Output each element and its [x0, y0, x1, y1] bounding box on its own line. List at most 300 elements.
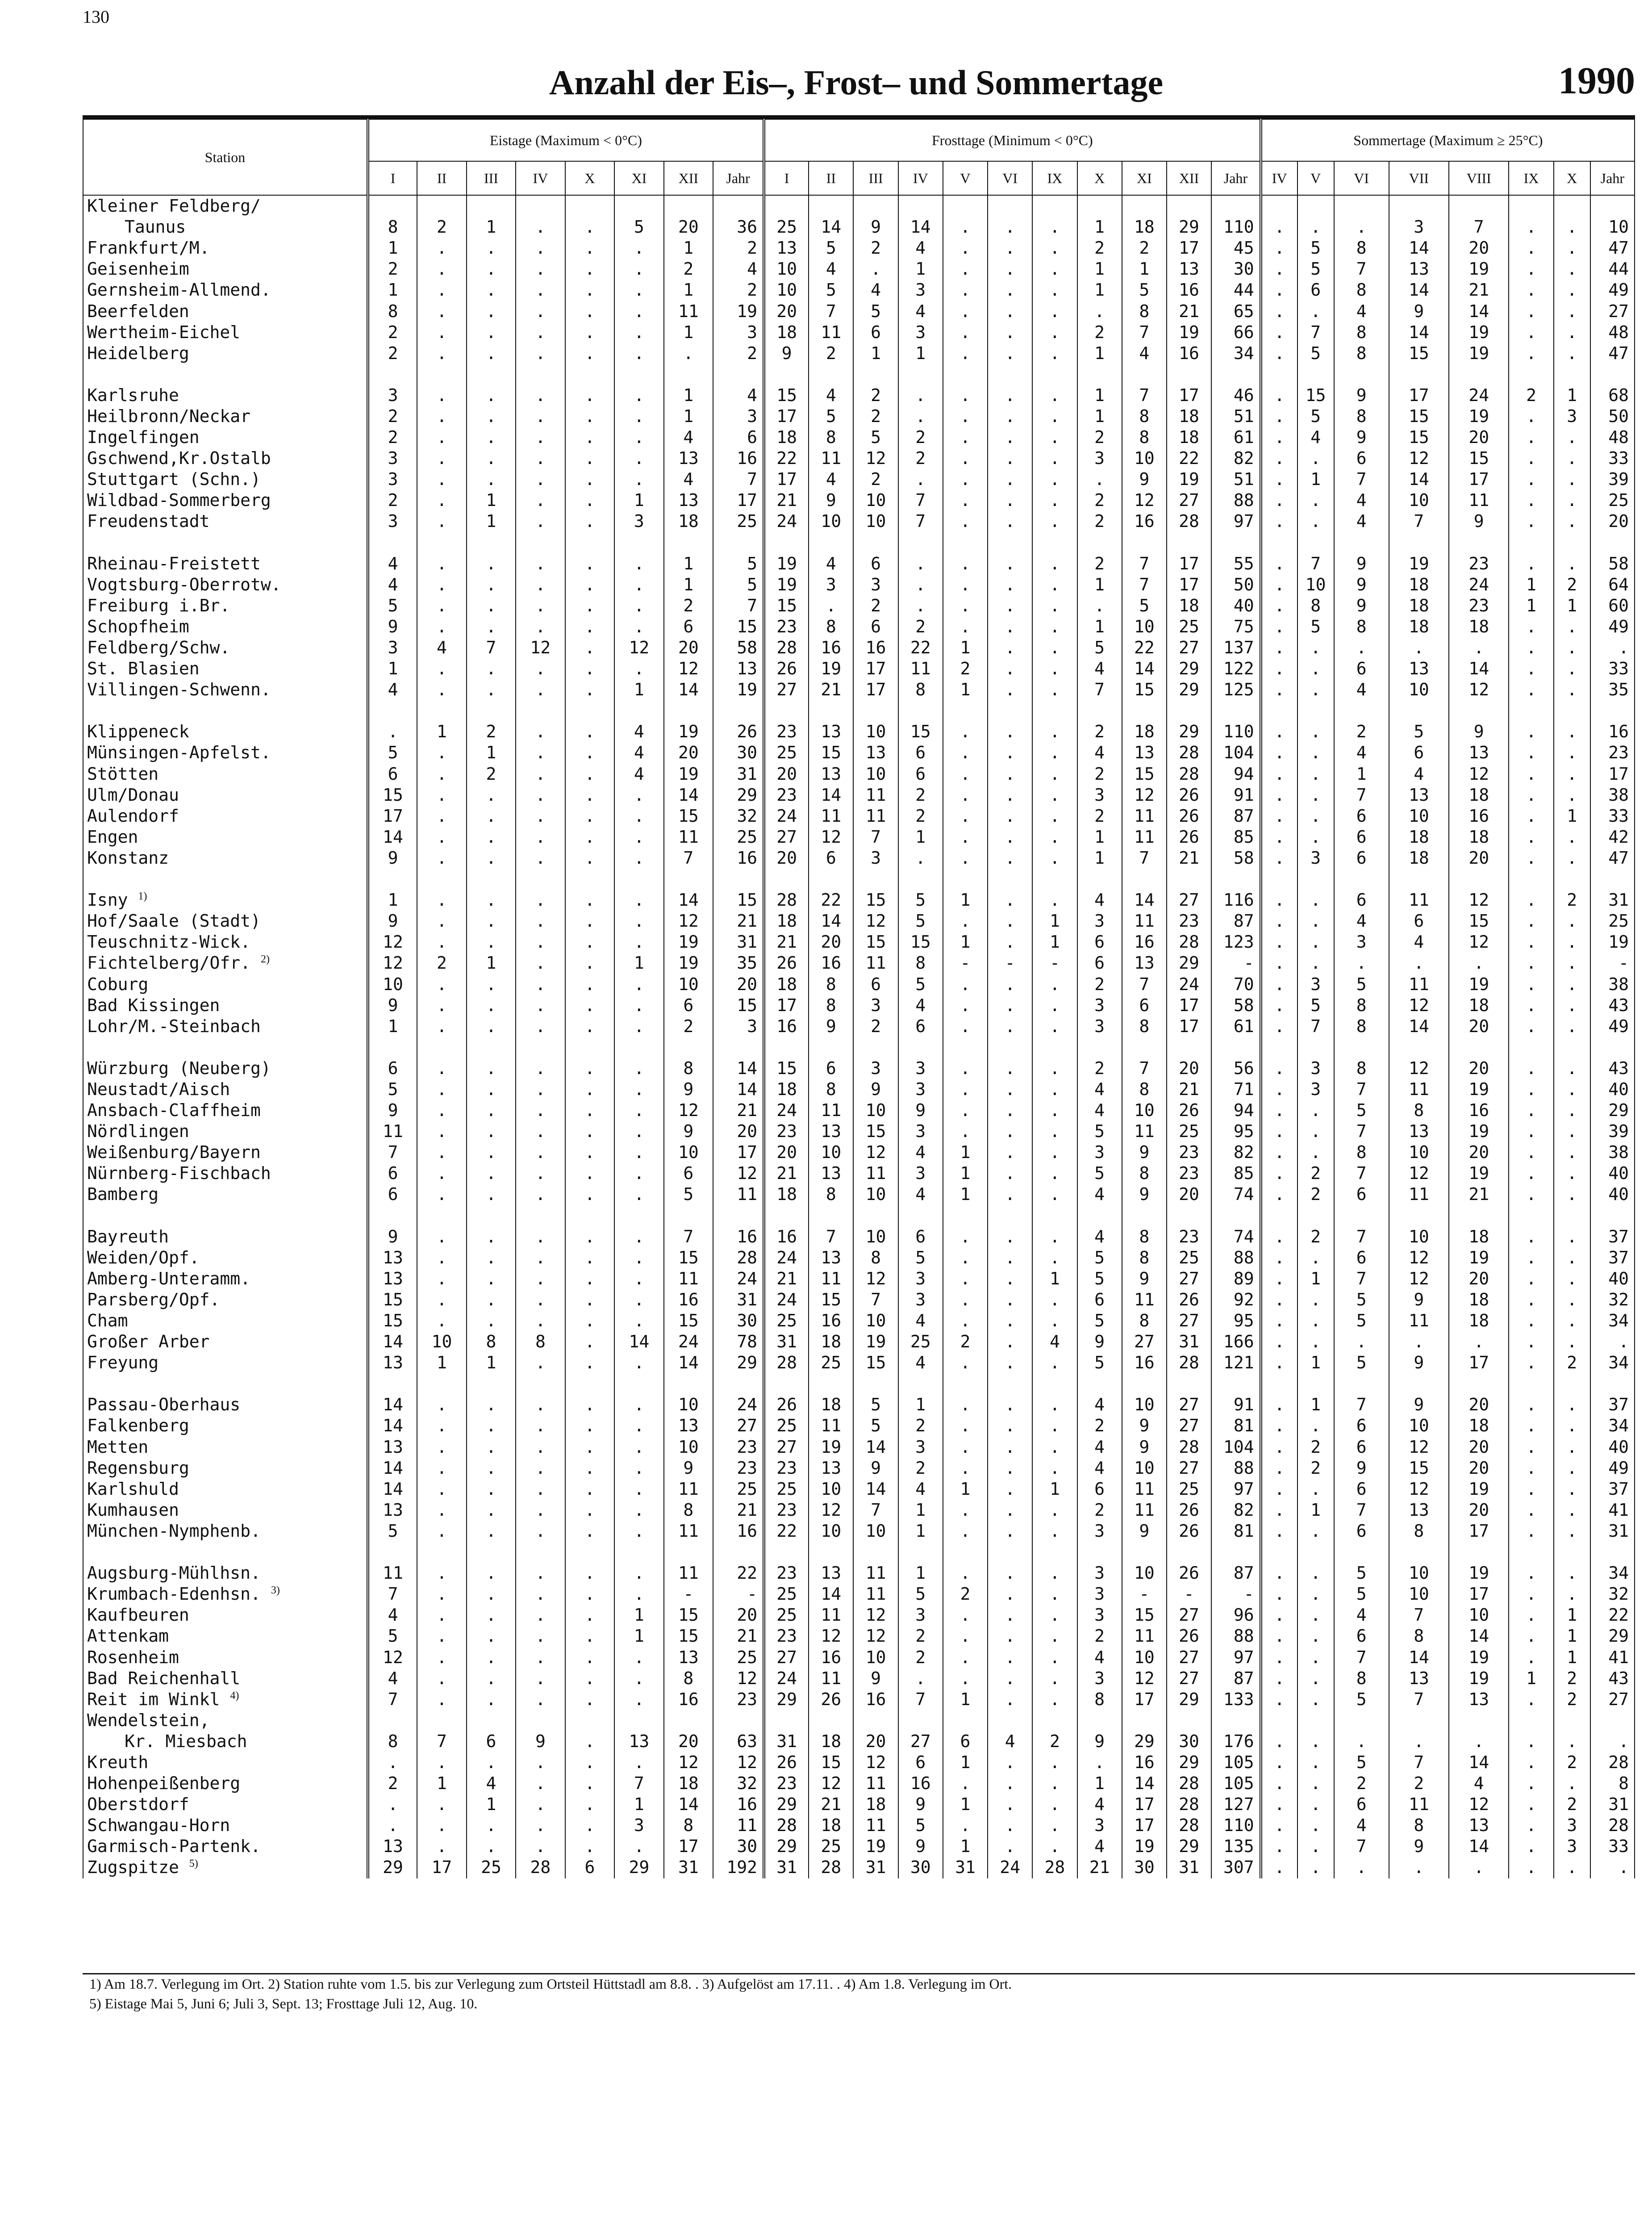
value-cell: 12	[809, 827, 853, 848]
value-cell: 4	[898, 1142, 943, 1163]
value-cell: .	[1509, 1437, 1553, 1458]
value-cell: 137	[1211, 637, 1260, 658]
table-row	[83, 742, 1635, 763]
empty-cell	[1297, 1710, 1334, 1731]
value-cell: .	[417, 974, 466, 995]
value-cell: .	[467, 1437, 516, 1458]
value-cell: .	[467, 911, 516, 932]
value-cell: .	[898, 848, 943, 869]
value-cell: .	[417, 490, 466, 511]
value-cell: .	[943, 1352, 988, 1373]
value-cell: 1	[1334, 764, 1389, 785]
value-cell: 29	[614, 1857, 663, 1878]
value-cell: 2	[1389, 1773, 1449, 1794]
value-cell: 17	[664, 1836, 713, 1857]
value-cell: 18	[1449, 1415, 1509, 1436]
value-cell: 2	[664, 595, 713, 616]
value-cell: .	[1261, 1521, 1297, 1542]
value-cell: 13	[713, 658, 764, 679]
value-cell: .	[1554, 1121, 1590, 1142]
spacer-cell	[764, 532, 809, 553]
value-cell: 15	[853, 1121, 898, 1142]
value-cell: .	[1509, 1016, 1553, 1037]
value-cell: 2	[1509, 385, 1553, 406]
value-cell: -	[1167, 1584, 1211, 1605]
value-cell: .	[1509, 1773, 1553, 1794]
value-cell: 38	[1590, 785, 1635, 806]
spacer-cell	[1032, 532, 1077, 553]
value-cell: 15	[1389, 343, 1449, 364]
value-cell: 20	[764, 301, 809, 322]
value-cell: .	[417, 1500, 466, 1521]
value-cell: 2	[368, 343, 417, 364]
value-cell: 17	[1167, 385, 1211, 406]
spacer-cell	[1334, 1373, 1389, 1394]
value-cell: .	[467, 1142, 516, 1163]
value-cell: .	[1554, 1857, 1590, 1878]
value-cell: 18	[764, 1184, 809, 1205]
value-cell: 19	[1389, 553, 1449, 574]
value-cell: .	[417, 679, 466, 700]
value-cell: 13	[664, 1647, 713, 1668]
value-cell: 23	[1590, 742, 1635, 763]
value-cell: 14	[1389, 1016, 1449, 1037]
value-cell: .	[614, 1163, 663, 1184]
value-cell: 6	[898, 742, 943, 763]
value-cell: .	[1077, 301, 1122, 322]
value-cell: .	[943, 280, 988, 301]
value-cell: 7	[1449, 217, 1509, 238]
value-cell: 9	[1077, 1731, 1122, 1752]
value-cell: .	[1590, 1331, 1635, 1352]
value-cell: .	[1554, 1437, 1590, 1458]
value-cell: 28	[1167, 742, 1211, 763]
value-cell: 4	[1334, 511, 1389, 532]
value-cell: 13	[368, 1437, 417, 1458]
value-cell: 3	[898, 1079, 943, 1100]
value-cell: 1	[614, 1626, 663, 1647]
value-cell: 4	[417, 637, 466, 658]
value-cell: 5	[713, 574, 764, 595]
table-row	[83, 974, 1635, 995]
value-cell: .	[988, 427, 1032, 448]
table-row	[83, 259, 1635, 280]
value-cell: 9	[1334, 595, 1389, 616]
value-cell: 1	[1077, 848, 1122, 869]
value-cell: .	[417, 427, 466, 448]
value-cell: 7	[417, 1731, 466, 1752]
spacer-cell	[988, 1373, 1032, 1394]
value-cell: 10	[1389, 1563, 1449, 1584]
value-cell: 38	[1590, 974, 1635, 995]
table-row	[83, 280, 1635, 301]
value-cell: .	[1032, 574, 1077, 595]
value-cell: .	[943, 595, 988, 616]
value-cell: 16	[809, 1310, 853, 1331]
value-cell: .	[1032, 217, 1077, 238]
value-cell: 1	[898, 259, 943, 280]
value-cell: 1	[467, 1352, 516, 1373]
value-cell: .	[614, 1647, 663, 1668]
value-cell: 5	[1297, 238, 1334, 259]
value-cell: 19	[1449, 1163, 1509, 1184]
value-cell: .	[1261, 890, 1297, 911]
spacer-cell	[1032, 869, 1077, 890]
station-name: Engen	[83, 827, 368, 848]
value-cell: .	[614, 238, 663, 259]
value-cell: .	[1389, 1857, 1449, 1878]
value-cell: 3	[368, 385, 417, 406]
value-cell: 7	[898, 1689, 943, 1710]
empty-cell	[1554, 195, 1590, 217]
value-cell: .	[943, 469, 988, 490]
value-cell: .	[1509, 1352, 1553, 1373]
value-cell: .	[1032, 995, 1077, 1016]
value-cell: 21	[809, 1794, 853, 1815]
spacer-cell	[1211, 1205, 1260, 1226]
table-row	[83, 1584, 1635, 1605]
value-cell: 9	[1334, 1458, 1389, 1479]
station-name: Kleiner Feldberg/	[83, 195, 368, 217]
value-cell: 9	[809, 1016, 853, 1037]
value-cell: .	[1509, 1458, 1553, 1479]
spacer-cell	[1389, 1373, 1449, 1394]
value-cell: 2	[853, 469, 898, 490]
value-cell: .	[1261, 1352, 1297, 1373]
value-cell: 9	[1122, 469, 1167, 490]
spacer-cell	[1032, 700, 1077, 721]
value-cell: 12	[713, 1668, 764, 1689]
value-cell: 31	[664, 1857, 713, 1878]
value-cell: 12	[809, 1500, 853, 1521]
value-cell: .	[1297, 217, 1334, 238]
value-cell: .	[1509, 1163, 1553, 1184]
value-cell: 23	[764, 721, 809, 742]
value-cell: .	[1297, 1731, 1334, 1752]
spacer-cell	[1389, 869, 1449, 890]
station-name: Kumhausen	[83, 1500, 368, 1521]
value-cell: .	[1554, 637, 1590, 658]
value-cell: .	[614, 1100, 663, 1121]
value-cell: .	[1261, 742, 1297, 763]
value-cell: 2	[853, 238, 898, 259]
value-cell: .	[1261, 1689, 1297, 1710]
value-cell: 1	[898, 827, 943, 848]
value-cell: .	[417, 1563, 466, 1584]
value-cell: 6	[853, 974, 898, 995]
value-cell: 5	[853, 1394, 898, 1415]
value-cell: 26	[764, 1394, 809, 1415]
value-cell: 3	[1297, 848, 1334, 869]
spacer-cell	[1509, 700, 1553, 721]
spacer-cell	[614, 1205, 663, 1226]
value-cell: 133	[1211, 1689, 1260, 1710]
value-cell: 16	[713, 1521, 764, 1542]
value-cell: .	[417, 1794, 466, 1815]
value-cell: 14	[1449, 1752, 1509, 1773]
value-cell: 8	[368, 1731, 417, 1752]
value-cell: 2	[1297, 1184, 1334, 1205]
value-cell: .	[1261, 1752, 1297, 1773]
value-cell: 9	[368, 848, 417, 869]
value-cell: .	[614, 322, 663, 343]
table-row	[83, 806, 1635, 827]
value-cell: 13	[1389, 1500, 1449, 1521]
value-cell: .	[988, 1079, 1032, 1100]
value-cell: 23	[764, 1458, 809, 1479]
value-cell: 15	[664, 806, 713, 827]
value-cell: 104	[1211, 742, 1260, 763]
value-cell: .	[417, 1289, 466, 1310]
value-cell: -	[1211, 953, 1260, 974]
table-row	[83, 1394, 1635, 1415]
value-cell: 12	[1389, 1247, 1449, 1268]
value-cell: 20	[764, 848, 809, 869]
value-cell: 8	[1122, 427, 1167, 448]
value-cell: .	[1261, 1626, 1297, 1647]
value-cell: 2	[1122, 238, 1167, 259]
station-name: Münsingen-Apfelst.	[83, 742, 368, 763]
spacer-cell	[368, 1037, 417, 1058]
value-cell: 10	[1389, 1584, 1449, 1605]
value-cell: .	[1261, 1310, 1297, 1331]
value-cell: 22	[1590, 1605, 1635, 1626]
spacer-cell	[1077, 1542, 1122, 1563]
spacer-cell	[809, 1542, 853, 1563]
value-cell: .	[1261, 848, 1297, 869]
value-cell: 18	[1389, 848, 1449, 869]
value-cell: 16	[664, 1689, 713, 1710]
spacer-cell	[1509, 532, 1553, 553]
value-cell: 8	[1122, 1226, 1167, 1247]
value-cell: 3	[1077, 1815, 1122, 1836]
value-cell: .	[417, 848, 466, 869]
value-cell: .	[988, 1458, 1032, 1479]
spacer-cell	[1122, 1373, 1167, 1394]
value-cell: 35	[713, 953, 764, 974]
value-cell: 16	[1122, 1752, 1167, 1773]
spacer-cell	[943, 1542, 988, 1563]
value-cell: 2	[1077, 764, 1122, 785]
value-cell: .	[943, 1647, 988, 1668]
spacer-cell	[809, 1037, 853, 1058]
value-cell: 4	[1077, 890, 1122, 911]
value-cell: 6	[1334, 1626, 1389, 1647]
table-row	[83, 1100, 1635, 1121]
value-cell: .	[1297, 658, 1334, 679]
table-row	[83, 848, 1635, 869]
value-cell: .	[1554, 616, 1590, 637]
value-cell: .	[988, 616, 1032, 637]
value-cell: 23	[764, 1773, 809, 1794]
spacer-cell	[467, 869, 516, 890]
spacer-cell	[664, 532, 713, 553]
value-cell: 6	[1077, 1289, 1122, 1310]
value-cell: 7	[1297, 553, 1334, 574]
station-name: Stötten	[83, 764, 368, 785]
spacer-cell	[368, 869, 417, 890]
value-cell: 7	[1334, 1647, 1389, 1668]
value-cell: .	[1032, 1500, 1077, 1521]
month-header-frost-x: X	[1077, 161, 1122, 195]
value-cell: .	[1389, 637, 1449, 658]
spacer-cell	[417, 532, 466, 553]
value-cell: 10	[1122, 616, 1167, 637]
value-cell: 81	[1211, 1521, 1260, 1542]
month-header-frost-iv: IV	[898, 161, 943, 195]
value-cell: .	[565, 679, 614, 700]
value-cell: 3	[1077, 1605, 1122, 1626]
spacer-cell	[988, 1542, 1032, 1563]
value-cell: .	[368, 1815, 417, 1836]
empty-cell	[1032, 195, 1077, 217]
spacer-cell	[1449, 700, 1509, 721]
value-cell: .	[1032, 1310, 1077, 1331]
value-cell: 87	[1211, 1668, 1260, 1689]
value-cell: .	[1449, 637, 1509, 658]
value-cell: 9	[1449, 511, 1509, 532]
spacer-cell	[943, 1373, 988, 1394]
value-cell: .	[565, 616, 614, 637]
group-spacer-row	[83, 1542, 1635, 1563]
value-cell: .	[1032, 1584, 1077, 1605]
value-cell: .	[943, 574, 988, 595]
value-cell: .	[565, 827, 614, 848]
value-cell: 25	[809, 1836, 853, 1857]
value-cell: -	[943, 953, 988, 974]
value-cell: 23	[713, 1437, 764, 1458]
value-cell: .	[988, 1247, 1032, 1268]
value-cell: .	[614, 427, 663, 448]
value-cell: .	[1554, 1058, 1590, 1079]
value-cell: 1	[368, 238, 417, 259]
value-cell: 2	[467, 764, 516, 785]
value-cell: 23	[1167, 911, 1211, 932]
value-cell: 5	[898, 1584, 943, 1605]
value-cell: 31	[1590, 1521, 1635, 1542]
table-row	[83, 1016, 1635, 1037]
empty-cell	[1389, 1710, 1449, 1731]
value-cell: .	[988, 1626, 1032, 1647]
spacer-cell	[614, 1373, 663, 1394]
value-cell: 24	[988, 1857, 1032, 1878]
value-cell: .	[614, 1394, 663, 1415]
value-cell: 3	[898, 1437, 943, 1458]
value-cell: 11	[853, 1584, 898, 1605]
value-cell: .	[1261, 385, 1297, 406]
value-cell: .	[516, 427, 565, 448]
value-cell: .	[1261, 1857, 1297, 1878]
value-cell: 8	[1122, 1310, 1167, 1331]
value-cell: .	[565, 1794, 614, 1815]
value-cell: 20	[664, 637, 713, 658]
value-cell: 30	[1122, 1857, 1167, 1878]
spacer-cell	[1032, 1373, 1077, 1394]
value-cell: .	[1032, 1626, 1077, 1647]
value-cell: 9	[368, 1226, 417, 1247]
value-cell: 3	[1077, 911, 1122, 932]
value-cell: .	[516, 785, 565, 806]
value-cell: 1	[943, 637, 988, 658]
value-cell: .	[417, 1184, 466, 1205]
value-cell: 2	[1554, 1689, 1590, 1710]
value-cell: 63	[713, 1731, 764, 1752]
value-cell: 89	[1211, 1268, 1260, 1289]
value-cell: .	[565, 1058, 614, 1079]
value-cell: 26	[1167, 827, 1211, 848]
spacer-cell	[853, 1542, 898, 1563]
value-cell: 1	[1554, 806, 1590, 827]
value-cell: .	[1509, 827, 1553, 848]
value-cell: 14	[368, 1394, 417, 1415]
value-cell: 10	[809, 511, 853, 532]
empty-cell	[1122, 195, 1167, 217]
value-cell: 24	[764, 511, 809, 532]
value-cell: 12	[1122, 490, 1167, 511]
empty-cell	[713, 195, 764, 217]
value-cell: .	[1261, 637, 1297, 658]
spacer-cell	[853, 1205, 898, 1226]
value-cell: .	[988, 1500, 1032, 1521]
value-cell: .	[1509, 1689, 1553, 1710]
value-cell: .	[988, 911, 1032, 932]
value-cell: 94	[1211, 1100, 1260, 1121]
value-cell: .	[943, 1289, 988, 1310]
value-cell: 11	[368, 1563, 417, 1584]
value-cell: .	[614, 1563, 663, 1584]
value-cell: 40	[1590, 1163, 1635, 1184]
value-cell: .	[417, 827, 466, 848]
value-cell: .	[565, 511, 614, 532]
value-cell: .	[565, 1605, 614, 1626]
value-cell: .	[614, 1352, 663, 1373]
value-cell: 3	[1297, 1058, 1334, 1079]
value-cell: 6	[713, 427, 764, 448]
station-name: Wertheim-Eichel	[83, 322, 368, 343]
value-cell: 7	[809, 301, 853, 322]
value-cell: 34	[1590, 1563, 1635, 1584]
value-cell: 110	[1211, 217, 1260, 238]
value-cell: 3	[898, 1605, 943, 1626]
spacer-cell	[467, 1037, 516, 1058]
value-cell: 21	[1449, 280, 1509, 301]
spacer-cell	[764, 1205, 809, 1226]
value-cell: 28	[764, 637, 809, 658]
value-cell: 23	[713, 1689, 764, 1710]
value-cell: 28	[1167, 1815, 1211, 1836]
value-cell: .	[1334, 1857, 1389, 1878]
value-cell: .	[614, 848, 663, 869]
spacer-cell	[988, 1037, 1032, 1058]
station-name: Aulendorf	[83, 806, 368, 827]
station-header: Station	[83, 119, 368, 195]
value-cell: .	[943, 1563, 988, 1584]
value-cell: .	[1077, 469, 1122, 490]
value-cell: .	[467, 1626, 516, 1647]
empty-cell	[764, 195, 809, 217]
table-row	[83, 911, 1635, 932]
value-cell: 25	[1167, 1121, 1211, 1142]
value-cell: 2	[898, 1415, 943, 1436]
value-cell: 11	[809, 1268, 853, 1289]
value-cell: 16	[853, 1689, 898, 1710]
value-cell: 1	[1077, 1773, 1122, 1794]
value-cell: 12	[713, 1163, 764, 1184]
value-cell: 4	[1334, 679, 1389, 700]
value-cell: 11	[1122, 1500, 1167, 1521]
empty-cell	[1122, 1710, 1167, 1731]
value-cell: 2	[1077, 511, 1122, 532]
